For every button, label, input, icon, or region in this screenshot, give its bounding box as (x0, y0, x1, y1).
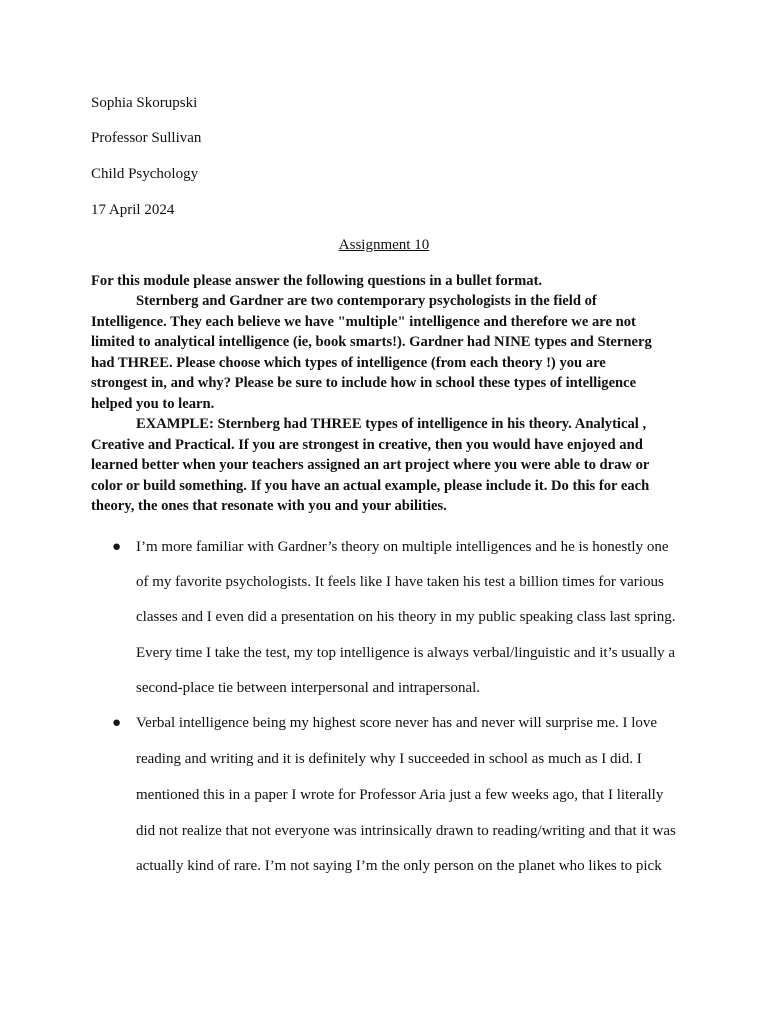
paragraph-line: of my favorite psychologists. It feels like I have taken his test a billion times for various (136, 574, 664, 590)
date: 17 April 2024 (91, 202, 175, 218)
assignment-title (0, 236, 768, 254)
prompt-line: EXAMPLE: Sternberg had THREE types of intelligence in his theory. Analytical , (136, 416, 647, 432)
paragraph-line: reading and writing and it is definitely why I succeeded in school as much as I did. I (136, 751, 642, 767)
prompt-line: limited to analytical intelligence (ie, book smarts!). Gardner had NINE types and Sternerg (91, 334, 652, 350)
paragraph-line: Verbal intelligence being my highest score never has and never will surprise me. I love (136, 715, 658, 731)
prompt-line: color or build something. If you have an actual example, please include it. Do this for each (91, 478, 650, 494)
paragraph-line: second-place tie between interpersonal and intrapersonal. (136, 680, 481, 696)
prompt-line: Intelligence. They each believe we have "multiple" intelligence and therefore we are not (91, 314, 636, 330)
bullet-icon: ● (112, 715, 122, 731)
bullet-icon: ● (112, 539, 122, 555)
course-name: Child Psychology (91, 166, 199, 182)
prompt-line: For this module please answer the following questions in a bullet format. (91, 273, 543, 289)
professor-name: Professor Sullivan (91, 130, 202, 146)
paragraph-line: mentioned this in a paper I wrote for Professor Aria just a few weeks ago, that I literally (136, 787, 664, 803)
prompt-line: had THREE. Please choose which types of intelligence (from each theory !) you are (91, 355, 606, 371)
prompt-line: learned better when your teachers assigned an art project where you were able to draw or (91, 457, 650, 473)
assignment-title-text: Assignment 10 (338, 237, 430, 253)
paragraph-line: did not realize that not everyone was intrinsically drawn to reading/writing and that it was (136, 823, 676, 839)
paragraph-line: actually kind of rare. I’m not saying I’m the only person on the planet who likes to pick (136, 858, 662, 874)
prompt-line: Creative and Practical. If you are strongest in creative, then you would have enjoyed and (91, 437, 643, 453)
prompt-line: strongest in, and why? Please be sure to include how in school these types of intelligence (91, 375, 637, 391)
prompt-line: Sternberg and Gardner are two contemporary psychologists in the field of (136, 293, 597, 309)
prompt-line: helped you to learn. (91, 396, 215, 412)
paragraph-line: classes and I even did a presentation on his theory in my public speaking class last spring. (136, 609, 676, 625)
student-name: Sophia Skorupski (91, 95, 198, 111)
paragraph-line: Every time I take the test, my top intelligence is always verbal/linguistic and it’s usually a (136, 645, 676, 661)
prompt-line: theory, the ones that resonate with you and your abilities. (91, 498, 447, 514)
paragraph-line: I’m more familiar with Gardner’s theory on multiple intelligences and he is honestly one (136, 539, 669, 555)
